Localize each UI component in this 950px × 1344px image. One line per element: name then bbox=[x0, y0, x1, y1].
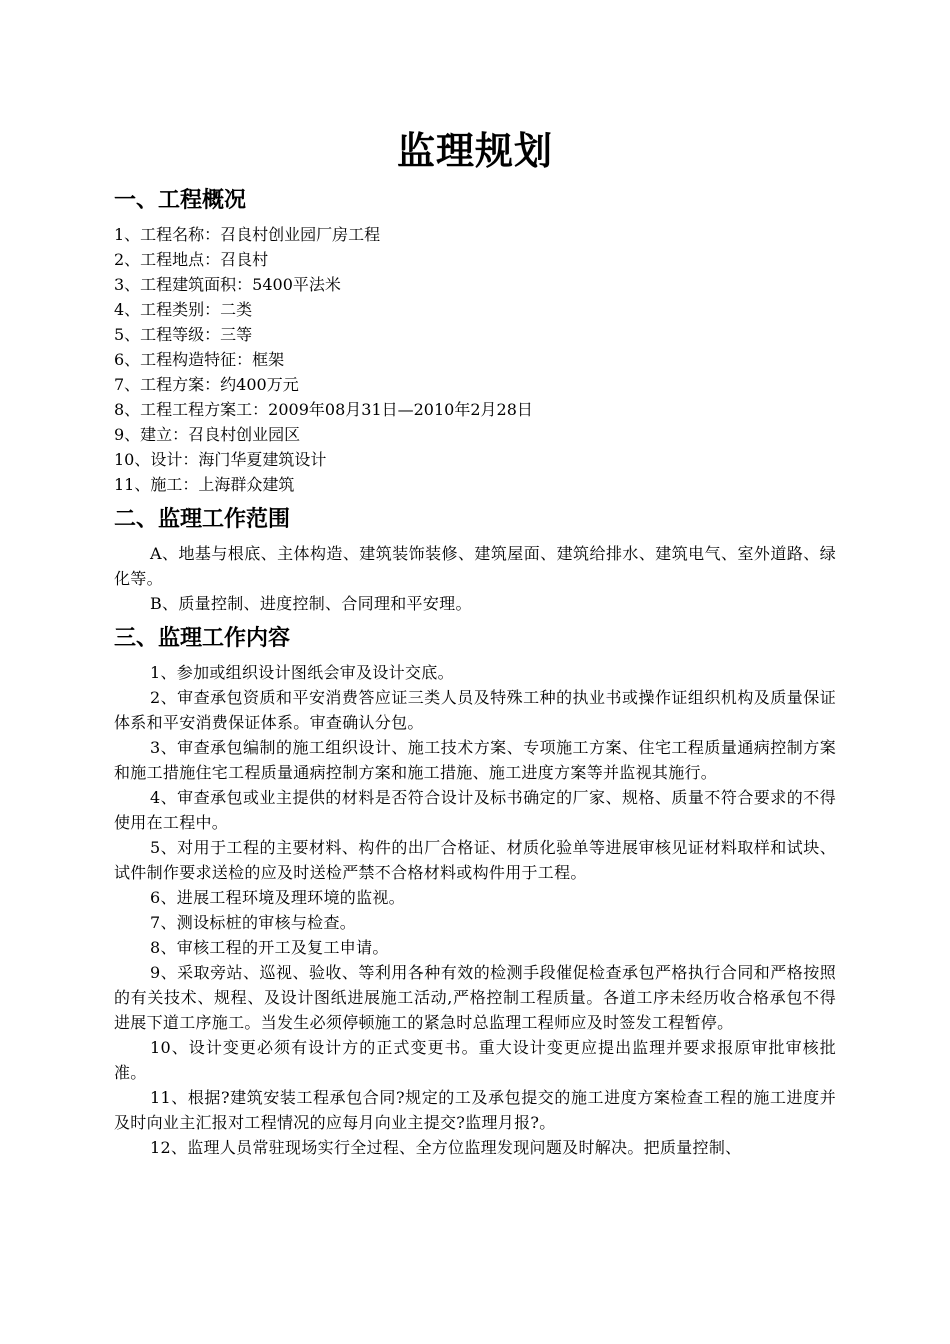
content-paragraph-6: 6、进展工程环境及理环境的监视。 bbox=[150, 888, 405, 907]
info-item-schedule: 8、工程工程方案工：2009年08月31日—2010年2月28日 bbox=[114, 400, 533, 419]
info-item-location: 2、工程地点：召良村 bbox=[114, 250, 269, 269]
content-paragraph-1: 1、参加或组织设计图纸会审及设计交底。 bbox=[150, 663, 454, 682]
info-item-grade: 5、工程等级：三等 bbox=[114, 325, 253, 344]
section-heading-overview: 一、工程概况 bbox=[114, 188, 247, 213]
section-heading-scope: 二、监理工作范围 bbox=[114, 507, 291, 532]
info-item-budget: 7、工程方案：约400万元 bbox=[114, 375, 299, 394]
content-paragraph-10: 10、设计变更必须有设计方的正式变更书。重大设计变更应提出监理并要求报原审批审核批准。 bbox=[114, 1038, 836, 1082]
content-paragraph-8: 8、审核工程的开工及复工申请。 bbox=[150, 938, 389, 957]
document-title: 监理规划 bbox=[396, 129, 553, 173]
info-item-owner: 9、建立：召良村创业园区 bbox=[114, 425, 301, 444]
project-info-list bbox=[114, 222, 836, 497]
content-paragraph-2: 2、审查承包资质和平安消费答应证三类人员及特殊工种的执业书或操作证组织机构及质量保证体系和平安消费保证体系。审查确认分包。 bbox=[114, 688, 836, 732]
content-paragraph-9: 9、采取旁站、巡视、验收、等利用各种有效的检测手段催促检查承包严格执行合同和严格按照的有关技术、规程、及设计图纸进展施工活动,严格控制工程质量。各道工序未经历收合格承包不得进展下道工序施工。当发生必须停顿施工的紧急时总监理工程师应及时签发工程暂停。 bbox=[114, 963, 836, 1032]
content-paragraph-12: 12、监理人员常驻现场实行全过程、全方位监理发现问题及时解决。把质量控制、 bbox=[150, 1138, 742, 1157]
info-item-category: 4、工程类别：二类 bbox=[114, 300, 253, 319]
info-item-name: 1、工程名称：召良村创业园厂房工程 bbox=[114, 225, 381, 244]
scope-paragraphs bbox=[114, 541, 836, 616]
content-paragraphs bbox=[114, 660, 836, 1160]
content-paragraph-5: 5、对用于工程的主要材料、构件的出厂合格证、材质化验单等进展审核见证材料取样和试块、试件制作要求送检的应及时送检严禁不合格材料或构件用于工程。 bbox=[114, 838, 836, 882]
info-item-structure: 6、工程构造特征：框架 bbox=[114, 350, 285, 369]
document-page bbox=[114, 126, 836, 1166]
scope-paragraph-b: B、质量控制、进度控制、合同理和平安理。 bbox=[150, 594, 472, 613]
content-paragraph-4: 4、审查承包或业主提供的材料是否符合设计及标书确定的厂家、规格、质量不符合要求的不得使用在工程中。 bbox=[114, 788, 836, 832]
info-item-contractor: 11、施工：上海群众建筑 bbox=[114, 475, 295, 494]
content-paragraph-7: 7、测设标桩的审核与检查。 bbox=[150, 913, 357, 932]
section-heading-content: 三、监理工作内容 bbox=[114, 626, 291, 651]
info-item-area: 3、工程建筑面积：5400平法米 bbox=[114, 275, 341, 294]
info-item-designer: 10、设计：海门华夏建筑设计 bbox=[114, 450, 327, 469]
content-paragraph-11: 11、根据?建筑安装工程承包合同?规定的工及承包提交的施工进度方案检查工程的施工进度并及时向业主汇报对工程情况的应每月向业主提交?监理月报?。 bbox=[114, 1088, 836, 1132]
content-paragraph-3: 3、审查承包编制的施工组织设计、施工技术方案、专项施工方案、住宅工程质量通病控制方案和施工措施住宅工程质量通病控制方案和施工措施、施工进度方案等并监视其施行。 bbox=[114, 738, 836, 782]
scope-paragraph-a: A、地基与根底、主体构造、建筑装饰装修、建筑屋面、建筑给排水、建筑电气、室外道路、绿化等。 bbox=[114, 544, 836, 588]
